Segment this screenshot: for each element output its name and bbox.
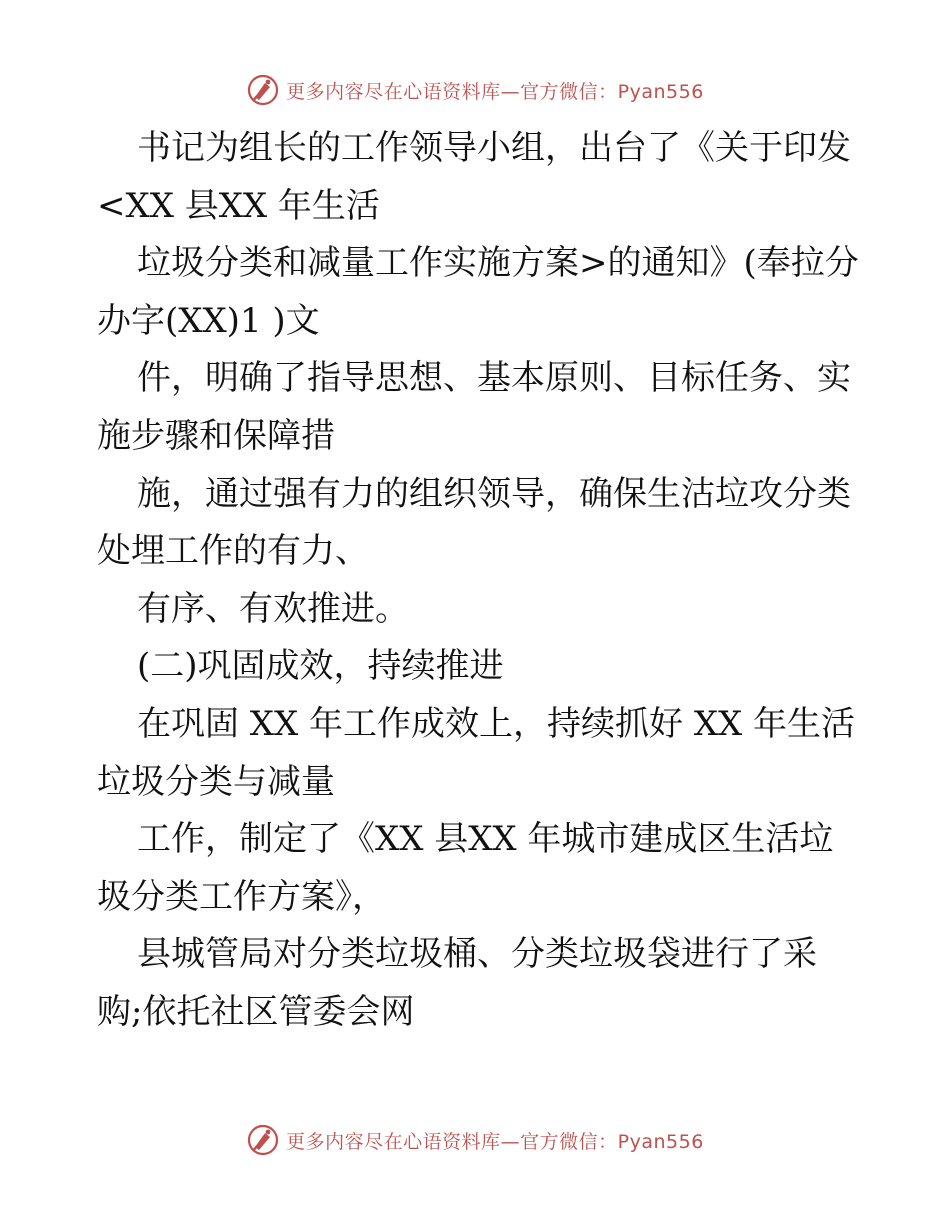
footer-banner: [0, 1120, 950, 1160]
banner-text: 更多内容尽在心语资料库—官方微信：Pyan556: [286, 1130, 704, 1153]
text-line: 在巩固 XX 年工作成效上，持续抓好 XX 年生活: [137, 703, 856, 744]
text-line: 书记为组长的工作领导小组，出台了《关于印发: [137, 128, 851, 168]
text-line: 购;依托社区管委会网: [97, 991, 415, 1032]
banner-text: 更多内容尽在心语资料库—官方微信：Pyan556: [286, 80, 704, 103]
text-line: 工作，制定了《XX 县XX 年城市建成区生活垃: [137, 819, 834, 860]
text-line: 施步骤和保障措: [97, 415, 335, 456]
text-line: 施，通过强有力的组织领导，确保生沽垃攻分类: [137, 473, 851, 514]
text-line: 有序、有欢推进。: [137, 588, 409, 629]
text-line: 处埋工作的有力、: [97, 531, 369, 572]
document-body: [97, 120, 857, 1042]
text-line: (二)巩固成效，持续推进: [137, 646, 504, 687]
text-line: 垃圾分类和减量工作实施方案>的通知》(奉拉分: [137, 243, 859, 284]
header-banner: [0, 70, 950, 110]
text-line: 县城管局对分类垃圾桶、分类垃圾袋进行了采: [137, 934, 817, 975]
text-line: 垃圾分类与减量: [97, 761, 335, 802]
text-line: 办字(XX)1 )文: [97, 300, 320, 341]
pen-nib-seal-icon: [246, 73, 280, 107]
text-line: 圾分类工作方案》，: [97, 876, 386, 917]
pen-nib-seal-icon: [246, 1123, 280, 1157]
text-line: 件，明确了指导思想、基本原则、目标任务、实: [137, 358, 851, 399]
text-line: <XX 县XX 年生活: [97, 185, 380, 226]
